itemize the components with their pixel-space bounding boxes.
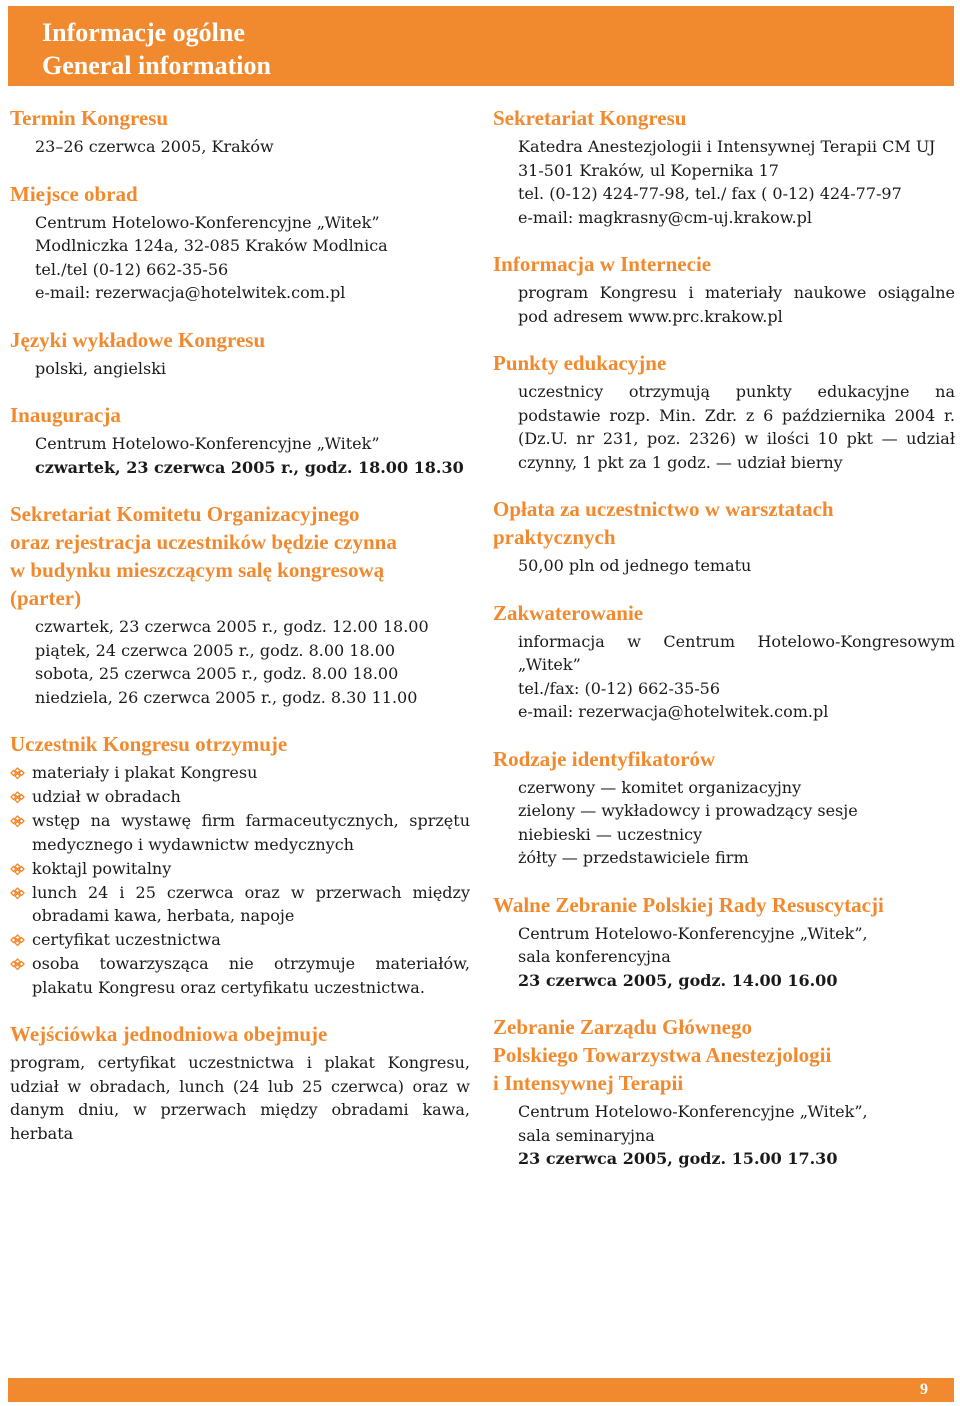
section-body [518, 281, 955, 328]
section-body [518, 135, 955, 229]
section-heading: Punkty edukacyjne [493, 351, 667, 375]
section-miejsce [10, 180, 470, 305]
section-heading: Rodzaje identyfikatorów [493, 746, 716, 771]
section-heading: Języki wykładowe Kongresu [10, 327, 266, 352]
list-item-text: lunch 24 i 25 czerwca oraz w przerwach między obradami kawa, herbata, napoje [32, 882, 470, 925]
section-punkty [493, 349, 955, 474]
heading-line: praktycznych [493, 525, 616, 549]
venue-name: Centrum Hotelowo-Konferencyjne „Witek” [35, 212, 380, 232]
section-body [518, 1100, 955, 1171]
section-body [35, 432, 470, 479]
diamond-bullet-icon [10, 887, 25, 900]
accommodation-phone: tel./fax: (0-12) 662-35-56 [518, 678, 721, 698]
section-heading: Sekretariat Kongresu [493, 106, 687, 130]
section-heading: Informacja w Internecie [493, 252, 712, 276]
badge-type: czerwony — komitet organizacyjny [518, 777, 802, 797]
text-line: Centrum Hotelowo-Konferencyjne „Witek” [35, 434, 380, 453]
list-item-text: certyfikat uczestnictwa [32, 930, 221, 949]
section-body [35, 211, 470, 305]
badge-type: niebieski — uczestnicy [518, 824, 703, 844]
paragraph: program Kongresu i materiały naukowe osiągalne pod adresem www.prc.krakow.pl [518, 283, 955, 326]
heading-line: Sekretariat Komitetu Organizacyjnego [10, 502, 360, 526]
section-walne [493, 891, 955, 993]
list-item [10, 928, 470, 952]
section-heading: Miejsce obrad [10, 181, 138, 206]
section-heading: Uczestnik Kongresu otrzymuje [10, 732, 288, 756]
section-termin [10, 104, 470, 159]
diamond-bullet-icon [10, 791, 25, 804]
section-body [35, 357, 470, 381]
text-line: Centrum Hotelowo-Konferencyjne „Witek”, [518, 1102, 868, 1121]
heading-line: (parter) [10, 586, 82, 610]
section-identyfikatory [493, 745, 955, 870]
paragraph: program, certyfikat uczestnictwa i plakat Kongresu, udział w obradach, lunch (24 lub 25 czerwca) oraz w danym dniu, w przerwach między obradami kawa, herbata [10, 1053, 470, 1143]
left-column [10, 104, 470, 1166]
heading-line: i Intensywnej Terapii [493, 1071, 684, 1095]
venue-email: e-mail: rezerwacja@hotelwitek.com.pl [35, 283, 346, 302]
venue-phone: tel./tel (0-12) 662-35-56 [35, 259, 229, 279]
section-jezyki [10, 326, 470, 381]
section-heading [10, 500, 470, 612]
section-heading: Inauguracja [10, 403, 121, 427]
list-item [10, 857, 470, 881]
heading-line: Zebranie Zarządu Głównego [493, 1015, 753, 1039]
badge-type: zielony — wykładowcy i prowadzący sesje [518, 801, 858, 820]
text-line: 23–26 czerwca 2005, Kraków [35, 137, 274, 156]
inauguration-time: czwartek, 23 czerwca 2005 r., godz. 18.00 18.30 [35, 457, 464, 477]
office-phone: tel. (0-12) 424-77-98, tel./ fax ( 0-12) 424-77-97 [518, 184, 902, 203]
list-item-text: koktajl powitalny [32, 858, 172, 878]
fee-line: 50,00 pln od jednego tematu [518, 556, 752, 575]
meeting-time: 23 czerwca 2005, godz. 14.00 16.00 [518, 970, 838, 990]
section-heading [493, 495, 955, 551]
diamond-bullet-icon [10, 863, 25, 876]
diamond-bullet-icon [10, 934, 25, 947]
schedule-line: czwartek, 23 czerwca 2005 r., godz. 12.00 18.00 [35, 617, 429, 636]
list-item [10, 881, 470, 928]
schedule-line: sobota, 25 czerwca 2005 r., godz. 8.00 18.00 [35, 664, 399, 683]
section-heading: Walne Zebranie Polskiej Rady Resuscytacji [493, 892, 884, 917]
diamond-bullet-icon [10, 815, 25, 828]
paragraph: informacja w Centrum Hotelowo-Kongresowym „Witek” [518, 631, 955, 674]
section-heading: Wejściówka jednodniowa obejmuje [10, 1022, 328, 1046]
list-item-text: materiały i plakat Kongresu [32, 763, 258, 782]
section-uczestnik [10, 730, 470, 999]
office-address: 31-501 Kraków, ul Kopernika 17 [518, 160, 779, 180]
list-item-text: udział w obradach [32, 787, 181, 806]
badge-type: żółty — przedstawiciele firm [518, 848, 749, 867]
list-item [10, 809, 470, 856]
section-body [518, 380, 955, 474]
section-heading: Termin Kongresu [10, 106, 169, 130]
diamond-bullet-icon [10, 958, 25, 971]
heading-line: Opłata za uczestnictwo w warsztatach [493, 497, 834, 521]
right-column [493, 104, 955, 1192]
heading-line: oraz rejestracja uczestników będzie czynna [10, 530, 397, 554]
section-body [518, 922, 955, 993]
page-title [42, 16, 271, 82]
heading-line: Polskiego Towarzystwa Anestezjologii [493, 1043, 832, 1067]
benefits-list [10, 761, 470, 999]
meeting-time: 23 czerwca 2005, godz. 15.00 17.30 [518, 1149, 838, 1168]
diamond-bullet-icon [10, 767, 25, 780]
text-line: polski, angielski [35, 358, 166, 378]
section-body [518, 554, 955, 578]
header-band [8, 6, 954, 86]
section-zakwaterowanie [493, 599, 955, 724]
list-item [10, 785, 470, 809]
office-email: e-mail: magkrasny@cm-uj.krakow.pl [518, 207, 813, 227]
schedule-line: niedziela, 26 czerwca 2005 r., godz. 8.30 11.00 [35, 687, 418, 707]
section-body [518, 630, 955, 724]
section-sekretariat-komitetu [10, 500, 470, 709]
venue-address: Modlniczka 124a, 32-085 Kraków Modlnica [35, 236, 388, 255]
section-body [35, 615, 470, 709]
section-zebranie [493, 1013, 955, 1171]
section-internet [493, 250, 955, 328]
section-sekretariat-kongresu [493, 104, 955, 229]
list-item-text: osoba towarzysząca nie otrzymuje materiałów, plakatu Kongresu oraz certyfikatu uczestnictwa. [32, 954, 470, 997]
section-wejsciowka [10, 1020, 470, 1145]
list-item [10, 761, 470, 785]
list-item [10, 952, 470, 999]
footer-band [8, 1378, 954, 1402]
section-body [10, 1051, 470, 1145]
text-line: Centrum Hotelowo-Konferencyjne „Witek”, [518, 923, 868, 943]
section-heading: Zakwaterowanie [493, 600, 644, 625]
office-name: Katedra Anestezjologii i Intensywnej Terapii CM UJ [518, 137, 936, 156]
heading-line: w budynku mieszczącym salę kongresową [10, 558, 385, 582]
page-number: 9 [920, 1381, 928, 1398]
section-body [35, 135, 470, 159]
section-heading [493, 1013, 955, 1097]
schedule-line: piątek, 24 czerwca 2005 r., godz. 8.00 18.00 [35, 640, 396, 660]
text-line: sala konferencyjna [518, 947, 671, 966]
list-item-text: wstęp na wystawę firm farmaceutycznych, sprzętu medycznego i wydawnictw medycznych [32, 811, 470, 854]
accommodation-email: e-mail: rezerwacja@hotelwitek.com.pl [518, 702, 829, 721]
paragraph: uczestnicy otrzymują punkty edukacyjne na podstawie rozp. Min. Zdr. z 6 października 2004 r. (Dz.U. nr 231, poz. 2326) w ilości 10 pkt — udział czynny, 1 pkt za 1 godz. — udział bierny [518, 382, 955, 472]
page-title-en: General information [42, 51, 271, 80]
text-line: sala seminaryjna [518, 1125, 655, 1145]
section-body [518, 776, 955, 870]
section-oplata [493, 495, 955, 578]
page-title-pl: Informacje ogólne [42, 18, 245, 47]
section-inauguracja [10, 401, 470, 479]
